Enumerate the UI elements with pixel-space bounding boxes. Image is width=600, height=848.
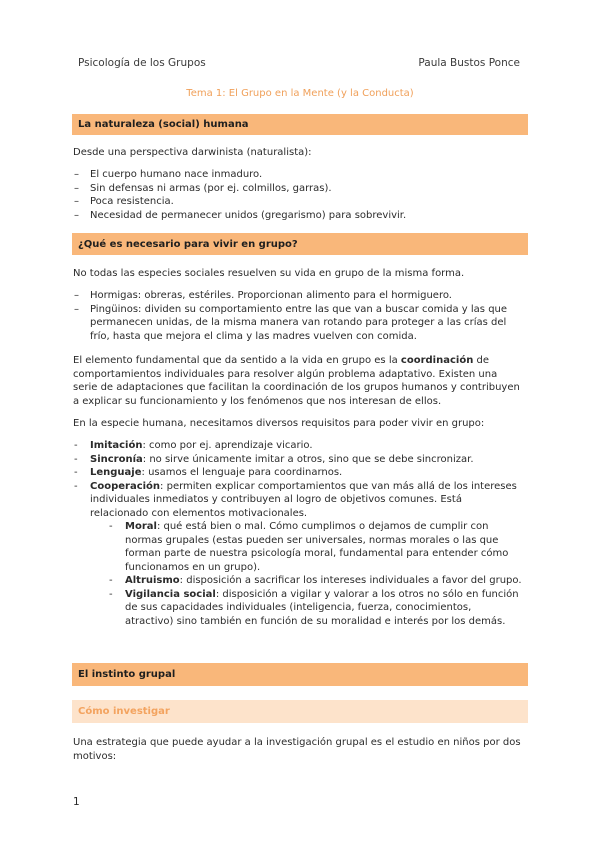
- list-item: [72, 480, 522, 629]
- list-item: [107, 588, 522, 629]
- list-item: [72, 439, 522, 453]
- list-item: – Poca resistencia.: [72, 195, 522, 209]
- document-title: Tema 1: El Grupo en la Mente (y la Conducta): [186, 88, 414, 99]
- term: Moral: [125, 521, 157, 532]
- cooperation-sublist: [107, 520, 522, 628]
- definition: : qué está bien o mal. Cómo cumplimos o dejamos de cumplir con normas grupales (estas pueden ser universales, normas morales o las que forman parte de nuestra psicología moral, fundamental para entender cómo funcionamos en un grupo).: [125, 521, 509, 573]
- header-course: Psicología de los Grupos: [78, 57, 206, 69]
- section-heading-vivir-en-grupo: ¿Qué es necesario para vivir en grupo?: [72, 233, 528, 255]
- requisites-intro: En la especie humana, necesitamos diversos requisitos para poder vivir en grupo:: [73, 418, 485, 429]
- term: Lenguaje: [90, 467, 142, 478]
- term: Vigilancia social: [125, 588, 216, 600]
- section1-list: [72, 168, 522, 222]
- list-item: – Necesidad de permanecer unidos (gregarismo) para sobrevivir.: [72, 209, 522, 223]
- paragraph-text: de comportamientos individuales para resolver algún problema adaptativo. Existen una serie de adaptaciones que facilitan la coordinación de los grupos humanos y contribuyen a explicar su funcionamiento y los fenómenos que nos interesan de ellos.: [73, 355, 520, 407]
- keyword-coordinacion: coordinación: [400, 355, 474, 366]
- section1-intro: Desde una perspectiva darwinista (naturalista):: [73, 147, 312, 158]
- section2-intro: No todas las especies sociales resuelven su vida en grupo de la misma forma.: [73, 268, 465, 279]
- term: Imitación: [90, 440, 143, 451]
- definition: : disposición a sacrificar los intereses individuales a favor del grupo.: [179, 575, 522, 586]
- definition: : no sirve únicamente imitar a otros, sino que se debe sincronizar.: [142, 453, 474, 465]
- term: Sincronía: [90, 453, 143, 465]
- list-item: – Pingüinos: dividen su comportamiento entre las que van a buscar comida y las que permanecen unidas, de la misma manera van rotando para proteger a las crías del frío, hasta que mejora el clima y las madres vuelven con comida.: [72, 303, 522, 344]
- list-item: – El cuerpo humano nace inmaduro.: [72, 168, 522, 182]
- header-author: Paula Bustos Ponce: [418, 57, 520, 69]
- list-item: [107, 520, 522, 574]
- list-item: – Hormigas: obreras, estériles. Proporcionan alimento para el hormiguero.: [72, 289, 522, 303]
- list-item: – Sin defensas ni armas (por ej. colmillos, garras).: [72, 182, 522, 196]
- coordination-paragraph: [73, 354, 523, 408]
- species-list: [72, 289, 522, 343]
- paragraph-text: El elemento fundamental que da sentido a la vida en grupo es la: [73, 355, 401, 366]
- list-item: [72, 453, 522, 467]
- subheading-como-investigar: Cómo investigar: [72, 700, 528, 723]
- requisites-list: [72, 439, 522, 628]
- list-item: [107, 574, 522, 588]
- section3-paragraph: Una estrategia que puede ayudar a la investigación grupal es el estudio en niños por dos motivos:: [73, 737, 521, 762]
- term: Altruismo: [125, 575, 180, 586]
- section-heading-instinto-grupal: El instinto grupal: [72, 663, 528, 686]
- definition: : disposición a vigilar y valorar a los otros no sólo en función de sus capacidades individuales (inteligencia, fuerza, conocimientos, atractivo) sino también en función de su moralidad e interés por los demás.: [125, 588, 519, 627]
- term: Cooperación: [90, 480, 161, 492]
- section-heading-naturaleza: La naturaleza (social) humana: [72, 114, 528, 135]
- list-item: [72, 466, 522, 480]
- definition: : como por ej. aprendizaje vicario.: [142, 440, 313, 451]
- definition: : usamos el lenguaje para coordinarnos.: [141, 467, 343, 478]
- page-number: 1: [73, 796, 80, 808]
- definition: : permiten explicar comportamientos que van más allá de los intereses individuales inmediatos y contribuyen al logro de objetivos comunes. Está relacionado con elementos motivacionales.: [90, 480, 517, 519]
